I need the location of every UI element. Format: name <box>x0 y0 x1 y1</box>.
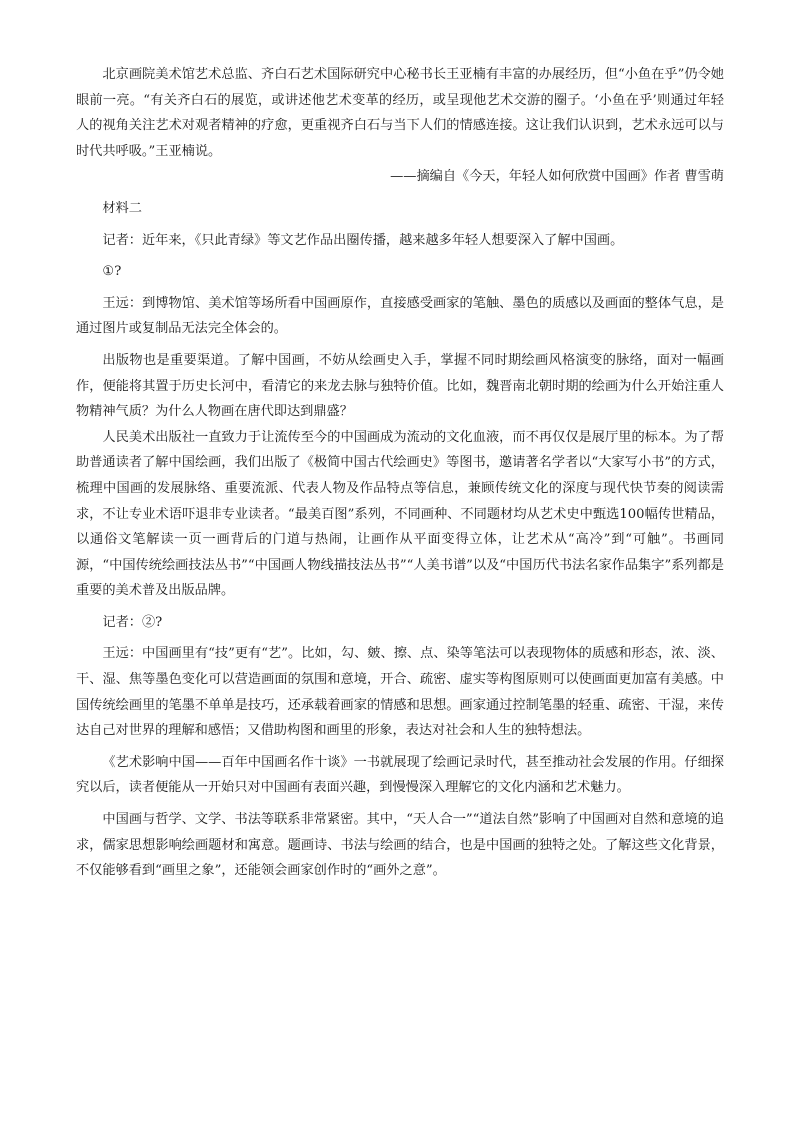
material-one-paragraph: 北京画院美术馆艺术总监、齐白石艺术国际研究中心秘书长王亚楠有丰富的办展经历，但“小鱼在乎”仍令她眼前一亮。“有关齐白石的展览，或讲述他艺术变革的经历，或呈现他艺术交游的圈子。‘小鱼在乎’则通过年轻人的视角关注艺术对观者精神的疗愈，更重视齐白石与当下人们的情感连接。这让我们认识到，艺术永远可以与时代共呼吸。”王亚楠说。 <box>76 67 724 159</box>
source-byline: ——摘编自《今天，年轻人如何欣赏中国画》作者 曹雪萌 <box>390 169 724 185</box>
paragraph-book-influence: 《艺术影响中国——百年中国画名作十谈》一书就展现了绘画记录时代，甚至推动社会发展的作用。仔细探究以后，读者便能从一开始只对中国画有表面兴趣，到慢慢深入理解它的文化内涵和艺术魅力。 <box>76 754 724 796</box>
question-blank-2: 记者：②? <box>102 614 163 630</box>
article-body <box>76 62 724 884</box>
paragraph-wangyuan-museum: 王远：到博物馆、美术馆等场所看中国画原作，直接感受画家的笔触、墨色的质感以及画面的整体气息，是通过图片或复制品无法完全体会的。 <box>76 295 724 337</box>
paragraph-publications: 出版物也是重要渠道。了解中国画，不妨从绘画史入手，掌握不同时期绘画风格演变的脉络，面对一幅画作，便能将其置于历史长河中，看清它的来龙去脉与独特价值。比如，魏晋南北朝时期的绘画为什么开始注重人物精神气质？为什么人物画在唐代即达到鼎盛？ <box>76 352 724 420</box>
material-two-heading: 材料二 <box>102 200 142 216</box>
question-blank-1: ①? <box>102 264 122 280</box>
paragraph-publisher: 人民美术出版社一直致力于让流传至今的中国画成为流动的文化血液，而不再仅仅是展厅里的标本。为了帮助普通读者了解中国绘画，我们出版了《极简中国古代绘画史》等图书，邀请著名学者以“大家写小书”的方式，梳理中国画的发展脉络、重要流派、代表人物及作品特点等信息，兼顾传统文化的深度与现代快节奏的阅读需求，不让专业术语吓退非专业读者。“最美百图”系列，不同画种、不同题材均从艺术史中甄选100幅传世精品，以通俗文笔解读一页一画背后的门道与热闹，让画作从平面变得立体，让艺术从“高冷”到“可触”。书画同源，“中国传统绘画技法丛书”“中国画人物线描技法丛书”“人美书谱”以及“中国历代书法名家作品集字”系列都是重要的美术普及出版品牌。 <box>76 429 724 599</box>
paragraph-culture: 中国画与哲学、文学、书法等联系非常紧密。其中，“天人合一”“道法自然”影响了中国画对自然和意境的追求，儒家思想影响绘画题材和寓意。题画诗、书法与绘画的结合，也是中国画的独特之处。了解这些文化背景，不仅能够看到“画里之象”，还能领会画家创作时的“画外之意”。 <box>76 812 724 879</box>
paragraph-technique-art: 王远：中国画里有“技”更有“艺”。比如，勾、皴、擦、点、染等笔法可以表现物体的质感和形态，浓、淡、干、湿、焦等墨色变化可以营造画面的氛围和意境，开合、疏密、虚实等构图原则可以使画面更加富有美感。中国传统绘画里的笔墨不单单是技巧，还承载着画家的情感和思想。画家通过控制笔墨的轻重、疏密、干湿，来传达自己对世界的理解和感悟；又借助构图和画里的形象，表达对社会和人生的独特想法。 <box>76 646 724 739</box>
paragraph-reporter-intro: 记者：近年来，《只此青绿》等文艺作品出圈传播，越来越多年轻人想要深入了解中国画。 <box>102 232 624 248</box>
